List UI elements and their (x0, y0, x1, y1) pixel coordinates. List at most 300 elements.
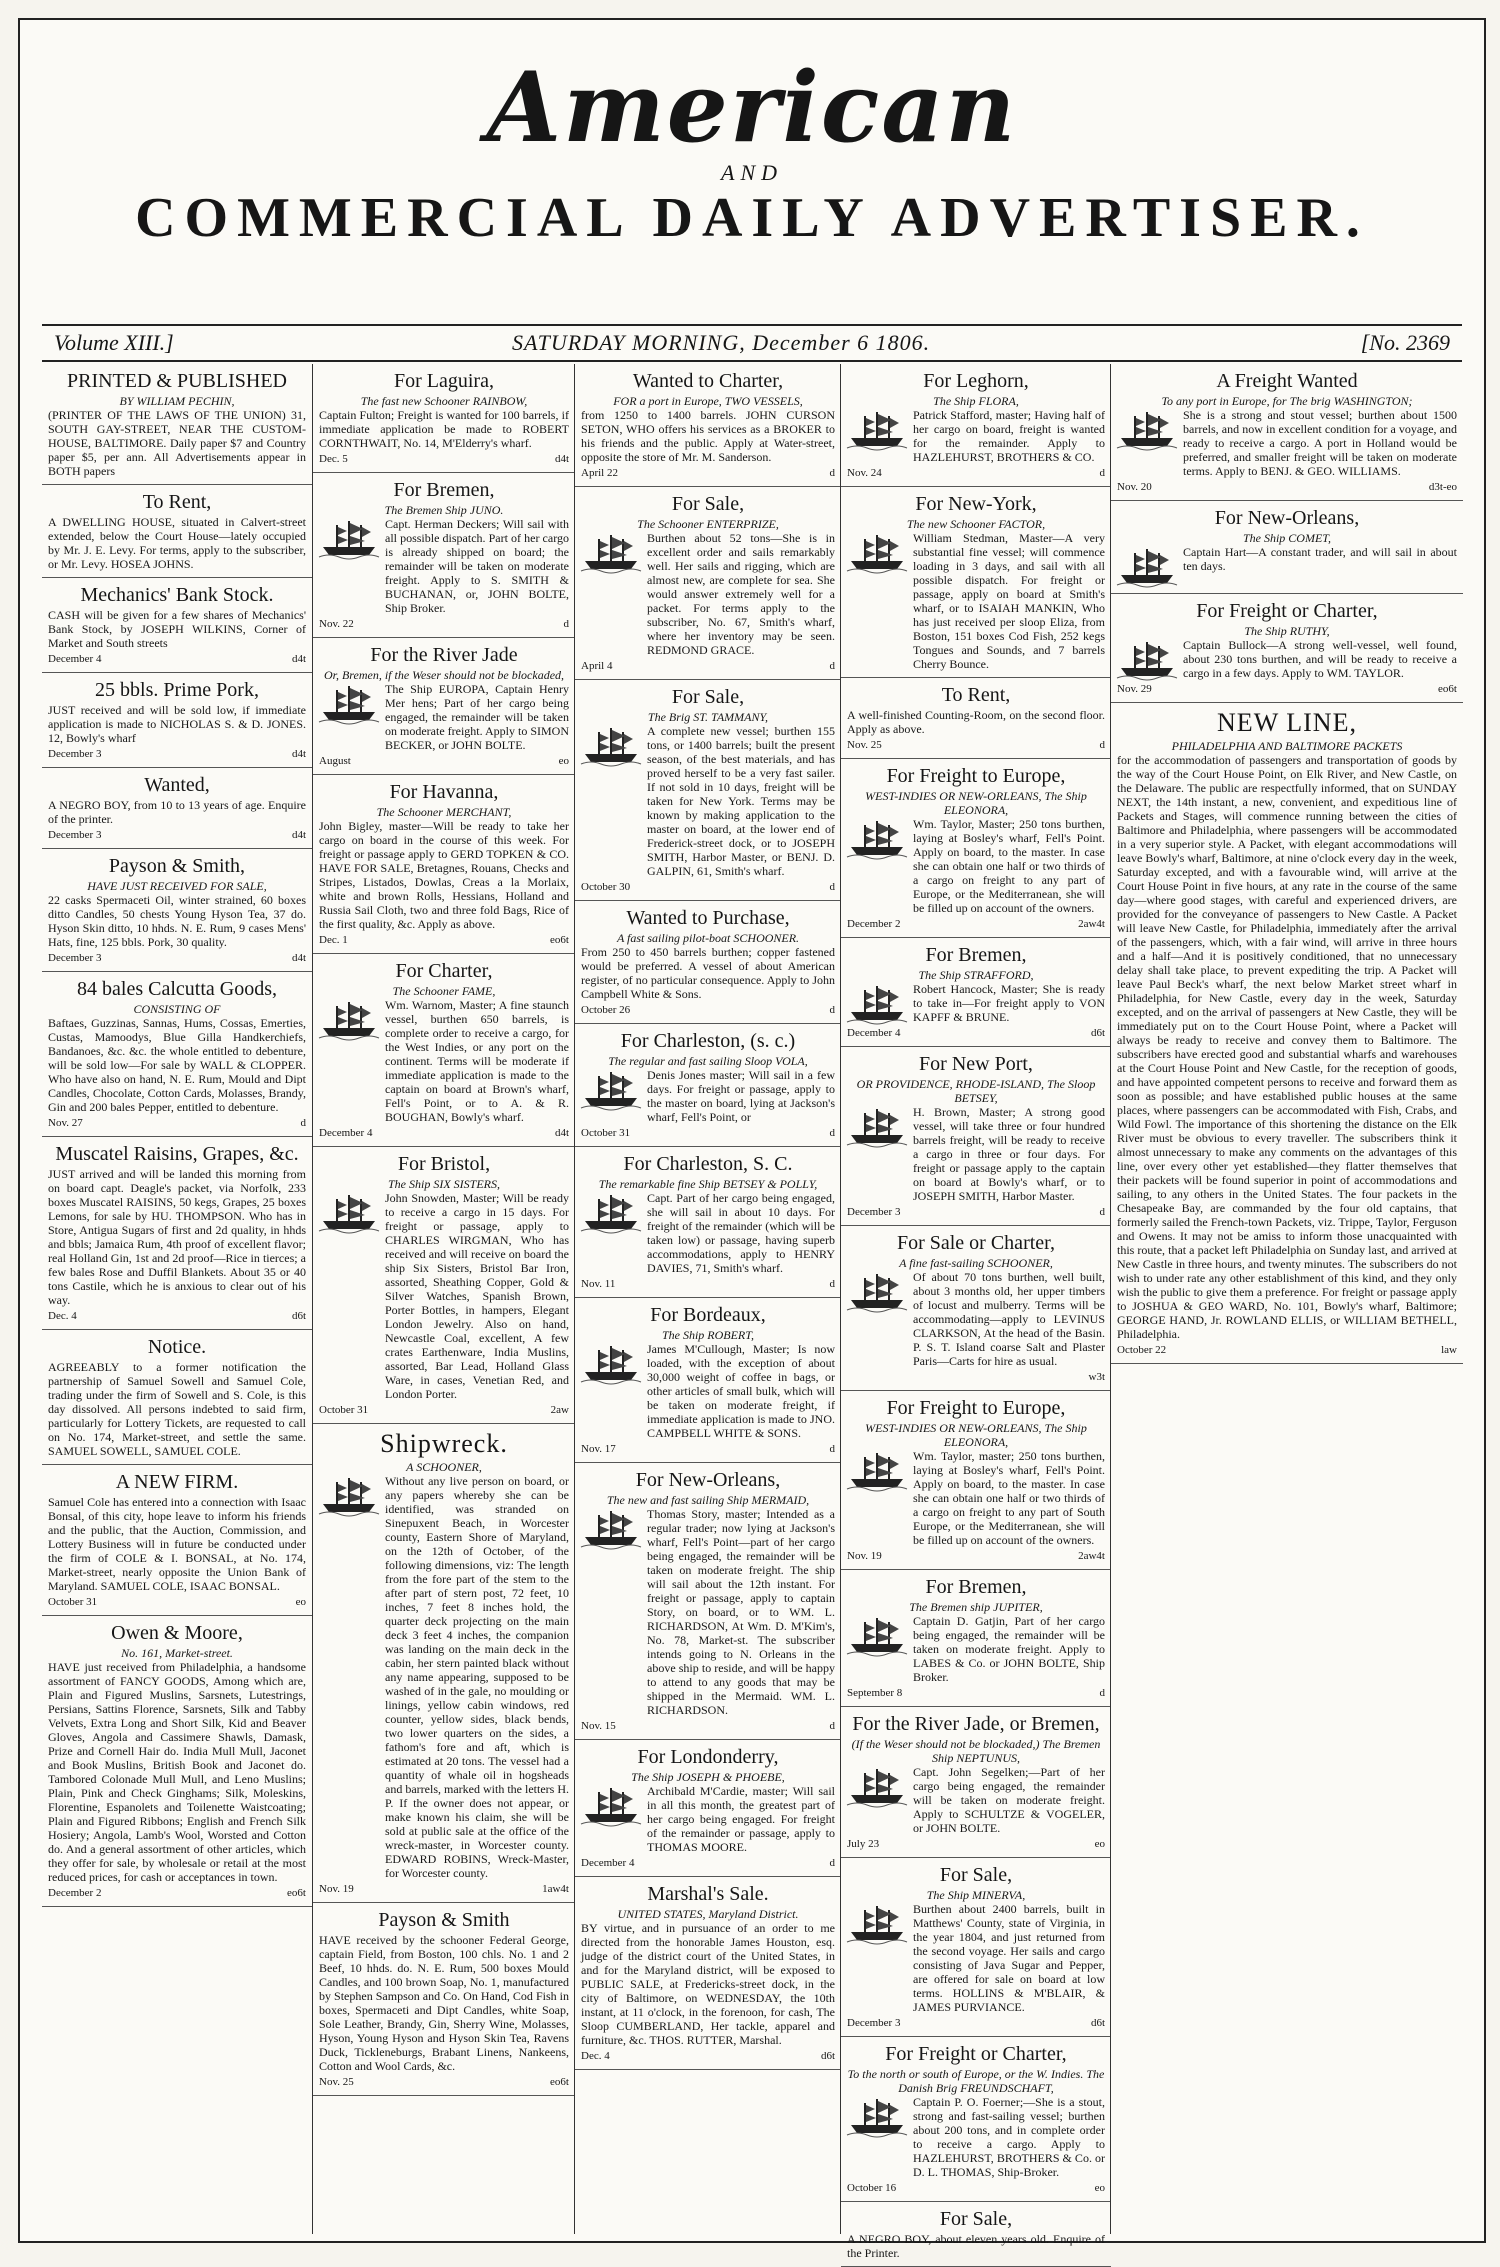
ad-title: Shipwreck. (380, 1429, 508, 1458)
advertisement (575, 1147, 841, 1298)
ad-footer (319, 452, 569, 466)
advertisement (841, 938, 1111, 1047)
ad-code: eo6t (287, 1887, 306, 1899)
ad-body: Wm. Taylor, Master; 250 tons burthen, laying at Bosley's wharf, Fell's Point. Apply on board, to the master. In case she can obtain one half or two thirds of a cargo on freight to any part of Europe, or the Mediterranean, she will be filled up on account of the owners. (913, 817, 1105, 915)
advertisement (313, 775, 575, 954)
ad-footer (48, 1595, 306, 1609)
ad-date: Nov. 17 (581, 1443, 616, 1455)
ad-footer (319, 2075, 569, 2089)
advertisement (42, 1330, 312, 1465)
ad-code: d4t (291, 653, 306, 665)
ad-date: July 23 (847, 1838, 880, 1850)
ad-subtitle: To the north or south of Europe, or the W. Indies. The Danish Brig FREUNDSCHAFT, (847, 2067, 1105, 2095)
ad-date: April 4 (581, 660, 613, 672)
ad-body: Wm. Warnom, Master; A fine staunch vessel, burthen 650 barrels, is complete order to receive a cargo, for the West Indies, or any port on the continent. Terms will be moderate if immediate application is made to the captain on board at Brown's wharf, Fell's Point, or to A. & R. BOUGHAN, Bowly's wharf. (385, 998, 569, 1124)
ad-code: d6t (1090, 2017, 1105, 2029)
ad-title: To Rent, (142, 491, 212, 513)
ad-body: She is a strong and stout vessel; burthen about 1500 barrels, and now in excellent condition for a voyage, and ready to receive a cargo. A port in Holland would be preferred, and smaller freight will be taken on moderate terms. Apply to BENJ. & GEO. WILLIAMS. (1183, 408, 1457, 478)
ad-title: For Freight or Charter, (1196, 600, 1378, 622)
ad-subtitle: CONSISTING OF (133, 1002, 221, 1016)
advertisement (841, 1047, 1111, 1226)
ad-title: Payson & Smith, (108, 855, 246, 877)
ship-icon (847, 982, 907, 1024)
ad-footer (319, 1126, 569, 1140)
advertisement (42, 849, 312, 972)
ship-icon (581, 1784, 641, 1826)
ship-icon (319, 682, 379, 724)
ad-code: d (829, 467, 835, 479)
ship-icon (319, 1191, 379, 1233)
ad-code: d3t-eo (1428, 481, 1457, 493)
column-2 (312, 364, 575, 2234)
ad-title: For the River Jade, or Bremen, (852, 1713, 1100, 1735)
ship-icon (581, 1507, 641, 1549)
ad-body: John Bigley, master—Will be ready to take her cargo on board in the course of this week. For freight or passage apply to GERD TOPKEN & CO. HAVE FOR SALE, Bretagnes, Rouans, Checks and Stripes, Listados, Dowlas, Creas a la Morlaix, white and brown Rolls, Hessians, Holland and Russia Sail Cloth, two and three fold Bags, Rice of the first quality, &c. Apply as above. (319, 819, 569, 931)
ad-body: Capt. Herman Deckers; Will sail with all possible dispatch. Part of her cargo is already shipped on board; the remainder will be taken on moderate freight. Apply to S. SMITH & BUCHANAN, or, JOHN BOLTE, Ship Broker. (385, 517, 569, 615)
newspaper-subtitle: COMMERCIAL DAILY ADVERTISER. (135, 187, 1369, 249)
ad-date: December 3 (847, 2017, 901, 2029)
ad-code: d (829, 1004, 835, 1016)
ad-subtitle: The Ship JOSEPH & PHOEBE, (631, 1770, 785, 1784)
ad-title: For Charleston, (s. c.) (620, 1030, 796, 1052)
ad-body: BY virtue, and in pursuance of an order to me directed from the honorable James Houston, esq. judge of the district court of the United States, in and for the Maryland district, will be exposed to PUBLIC SALE, at Fredericks-street dock, in the city of Baltimore, on WEDNESDAY, the 10th instant, at 11 o'clock, in the forenoon, for cash, The Sloop CUMBERLAND, Her tackle, apparel and furniture, &c. THOS. RUTTER, Marshal. (581, 1921, 835, 2047)
ad-footer (847, 1686, 1105, 1700)
ship-icon (1117, 545, 1177, 587)
ad-footer (847, 2181, 1105, 2195)
ship-icon (581, 531, 641, 573)
volume-label: Volume XIII.] (54, 330, 174, 355)
ad-footer (581, 1856, 835, 1870)
ad-body: 22 casks Spermaceti Oil, winter strained, 60 boxes ditto Candles, 50 chests Young Hyson Tea, 37 do. Hyson Skin ditto, 10 hhds. N. E. Rum, 9 cases Mens' Hats, fine, 125 bbls. Pork, 30 quality. (48, 893, 306, 949)
ad-date: December 2 (48, 1887, 102, 1899)
advertisement (1111, 594, 1463, 703)
ad-body: James M'Cullough, Master; Is now loaded, with the exception of about 30,000 weight of coffee in bags, or other articles of small bulk, which will be taken on moderate freight, if immediate application is made to JNO. CAMPBELL WHITE & SONS. (647, 1342, 835, 1440)
ad-title: For Sale, (939, 1864, 1013, 1886)
ad-body: JUST arrived and will be landed this morning from on board capt. Deagle's packet, via Norfolk, 233 boxes Muscatel RAISINS, 50 kegs, Grapes, 25 boxes Lemons, for sale by HU. THOMPSON. Who has in Store, Antigua Sugars of first and 2d quality, in hhds and bbls; Jamaica Rum, 4th proof of excellent flavor; real Holland Gin, 1st and 2d proof—Rice in tierces; a few bales Rose and Duffil Blankets. About 35 or 40 tons Castile, which he is anxious to clear out of his way. (48, 1167, 306, 1307)
ad-subtitle: The new Schooner FACTOR, (906, 517, 1046, 531)
ship-icon (319, 517, 379, 559)
ad-code: 1aw4t (542, 1883, 569, 1895)
ad-code: d (829, 1720, 835, 1732)
ad-date: October 30 (581, 881, 631, 893)
ad-footer (581, 880, 835, 894)
ad-footer (847, 466, 1105, 480)
ad-date: Nov. 20 (1117, 481, 1152, 493)
column-3 (574, 364, 841, 2234)
ad-footer (48, 1116, 306, 1130)
ad-title: Wanted to Charter, (632, 370, 784, 392)
ad-title: For Sale or Charter, (896, 1232, 1056, 1254)
ad-subtitle: A fine fast-sailing SCHOONER, (899, 1256, 1053, 1270)
ad-body: Denis Jones master; Will sail in a few days. For freight or passage, apply to the master on board, lying at Jackson's wharf, Fell's Point, or (647, 1068, 835, 1124)
advertisement (313, 364, 575, 473)
advertisement (841, 1226, 1111, 1391)
ad-subtitle: A SCHOONER, (406, 1460, 482, 1474)
ad-title: For New Port, (919, 1053, 1033, 1075)
ad-body: (PRINTER OF THE LAWS OF THE UNION) 31, SOUTH GAY-STREET, NEAR THE CUSTOM-HOUSE, BALTIMORE. Daily paper $7 and Country paper $5, per ann. All Advertisements appear in BOTH papers (48, 408, 306, 478)
ad-title: A Freight Wanted (1216, 370, 1358, 392)
advertisement (313, 1903, 575, 2096)
ad-subtitle: UNITED STATES, Maryland District. (617, 1907, 799, 1921)
ad-code: law (1441, 1344, 1457, 1356)
ad-body: A NEGRO BOY, about eleven years old. Enquire of the Printer. (847, 2232, 1105, 2260)
ad-body: Baftaes, Guzzinas, Sannas, Hums, Cossas, Emerties, Custas, Mamoodys, Blue Gilla Handkerchiefs, Bandanoes, &c. &c. the whole entitled to debenture, will be sold low—For sale by WALL & CLOPPER. Who have also on hand, N. E. Rum, Mould and Dipt Candles, Chocolate, Cotton Cards, Molasses, Brandy, Gin and 200 bales Pepper, entitled to debenture. (48, 1016, 306, 1114)
ad-subtitle: The Schooner ENTERPRIZE, (637, 517, 779, 531)
ad-code: d (829, 1278, 835, 1290)
ad-code: d (1099, 1687, 1105, 1699)
advertisement (42, 1616, 312, 1907)
ad-footer (581, 1003, 835, 1017)
ship-icon (581, 1191, 641, 1233)
ad-footer (847, 738, 1105, 752)
ad-date: October 31 (319, 1404, 369, 1416)
ad-date: October 16 (847, 2182, 897, 2194)
advertisement (575, 1463, 841, 1740)
ad-code: 2aw4t (1078, 1550, 1105, 1562)
ad-body: Burthen about 2400 barrels, built in Matthews' County, state of Virginia, in the year 1804, and just returned from the second voyage. Her sails and cargo consisting of Java Sugar and Pepper, are offered for sale on board at low terms. HOLLINS & M'BLAIR, & JAMES PURVIANCE. (913, 1902, 1105, 2014)
ad-footer (48, 828, 306, 842)
ad-body: Robert Hancock, Master; She is ready to take in—For freight apply to VON KAPFF & BRUNE. (913, 982, 1105, 1024)
ad-date: Nov. 22 (319, 618, 354, 630)
ad-date: Dec. 4 (581, 2050, 610, 2062)
columns-container (42, 364, 1462, 2260)
ad-body: Thomas Story, master; Intended as a regular trader; now lying at Jackson's wharf, Fell's Point—part of her cargo being engaged, the remainder will be taken on moderate freight. The ship will sail about the 12th instant. For freight or passage, apply to captain Story, on board, or to WM. L. RICHARDSON, At Wm. D. M'Kim's, No. 78, Market-st. The subscriber intends going to N. Orleans in the above ship to reside, and will be happy to attend to any goods that may be shipped in the Mermaid. WM. L. RICHARDSON. (647, 1507, 835, 1717)
ad-subtitle: The Bremen ship JUPITER, (909, 1600, 1043, 1614)
column-5 (1110, 364, 1463, 2234)
ad-code: d4t (291, 952, 306, 964)
ad-title: For Sale, (671, 686, 745, 708)
ad-body: Capt. Part of her cargo being engaged, she will sail in about 10 days. For freight of the remainder (which will be taken low) or passage, having superb accommodations, apply to HENRY DAVIES, 71, Smith's wharf. (647, 1191, 835, 1275)
ship-icon (847, 1105, 907, 1147)
ad-body: Captain Fulton; Freight is wanted for 100 barrels, if immediate application be made to ROBERT CORNTHWAIT, No. 14, M'Elderry's wharf. (319, 408, 569, 450)
ad-footer (581, 1719, 835, 1733)
advertisement (841, 1858, 1111, 2037)
column-1 (42, 364, 312, 2234)
ad-footer (48, 1886, 306, 1900)
ad-footer (847, 1837, 1105, 1851)
ad-title: A NEW FIRM. (115, 1471, 239, 1493)
ad-footer (581, 1126, 835, 1140)
ad-code: d (300, 1117, 306, 1129)
ad-title: For the River Jade (370, 644, 518, 666)
ad-date: December 3 (48, 829, 102, 841)
ad-footer (319, 617, 569, 631)
ad-title: NEW LINE, (1217, 708, 1357, 737)
ad-date: Nov. 15 (581, 1720, 616, 1732)
ship-icon (1117, 638, 1177, 680)
ad-subtitle: The Ship STRAFFORD, (918, 968, 1034, 982)
ad-title: 84 bales Calcutta Goods, (77, 978, 277, 1000)
ad-title: For Bremen, (925, 944, 1027, 966)
advertisement (42, 1465, 312, 1616)
ad-date: October 22 (1117, 1344, 1167, 1356)
advertisement (841, 678, 1111, 759)
ad-subtitle: No. 161, Market-street. (121, 1646, 233, 1660)
ad-body: Samuel Cole has entered into a connection with Isaac Bonsal, of this city, hope leave to inform his friends and the public, that the Auction, Commission, and Lottery Business will in future be conducted under the firm of COLE & I. BONSAL, at No. 174, Market-street, nearly opposite the Union Bank of Maryland. SAMUEL COLE, ISAAC BONSAL. (48, 1495, 306, 1593)
ad-footer (1117, 1343, 1457, 1357)
ad-footer (581, 2049, 835, 2063)
ad-body: John Snowden, Master; Will be ready to receive a cargo in 15 days. For freight or passage, apply to CHARLES WIRGMAN, Who has received and will receive on board the ship Six Sisters, Bristol Bar Iron, assorted, Sheathing Copper, Gold & Silver Watches, Spanish Brown, Porter Bottles, in hampers, Elegant London Jewelry. Also on hand, Newcastle Coal, excellent, A few crates Earthenware, India Muslins, assorted, Bar Lead, Holland Glass Ware, in cases, Venetian Red, and London Porter. (385, 1191, 569, 1401)
advertisement (313, 954, 575, 1147)
ad-title: Wanted, (144, 774, 210, 796)
ad-subtitle: The new and fast sailing Ship MERMAID, (606, 1493, 810, 1507)
ship-icon (847, 1270, 907, 1312)
ad-footer (581, 659, 835, 673)
ad-code: w3t (1088, 1371, 1105, 1383)
ad-code: eo (558, 755, 569, 767)
ad-title: For Sale, (939, 2208, 1013, 2230)
ad-code: eo6t (550, 2076, 569, 2088)
ad-body: HAVE just received from Philadelphia, a handsome assortment of FANCY GOODS, Among which are, Plain and Figured Muslins, Sarsnets, Lutestrings, Persians, Sattins Florence, Sarsnets, Silk and Tabby Velvets, Extra Long and Short Silk, Kid and Beaver Gloves, Angola and Cassimere Shawls, Damask, Prize and Cornell Hair do. India Mull Mull, Jaconet and Book Muslins, British Book and Jaconet do. Tambored Colonade Mull Mull, and Leno Muslins; Plain, Pink and Check Ginghams; Silk, Moleskins, Florentine, Espanolets and Toilenette Waistcoating; Plain and Figured Ribbons; English and French Silk Hosiery; Angola, Lamb's Wool, Worsted and Cotton do. And a general assortment of other articles, which they offer for sale, by wholesale or retail at the most reduced prices, for cash or acceptances in town. (48, 1660, 306, 1884)
newspaper-page (18, 18, 1486, 2260)
advertisement (42, 485, 312, 578)
ad-date: Dec. 4 (48, 1310, 77, 1322)
advertisement (841, 364, 1111, 487)
advertisement (313, 1424, 575, 1903)
ad-body: Captain P. O. Foerner;—She is a stout, strong and fast-sailing vessel; burthen about 200 tons, and in complete order to receive a cargo. Apply to HAZLEHURST, BROTHERS & Co. or D. L. THOMAS, Ship-Broker. (913, 2095, 1105, 2179)
advertisement (42, 972, 312, 1137)
ad-title: For Sale, (671, 493, 745, 515)
ad-body: Archibald M'Cardie, master; Will sail in all this month, the greatest part of her cargo being engaged. For freight of the remainder or passage, apply to THOMAS MOORE. (647, 1784, 835, 1854)
ad-title: For Charter, (395, 960, 493, 982)
ad-title: For Freight to Europe, (886, 765, 1066, 787)
ship-icon (847, 2095, 907, 2137)
ad-footer (1117, 480, 1457, 494)
advertisement (1111, 364, 1463, 501)
ad-body: for the accommodation of passengers and transportation of goods by the way of the Court House Point, on Elk River, and New Castle, on the Delaware. The public are respectfully informed, that on SUNDAY NEXT, the 14th instant, a new, convenient, and expeditious line of Packets and Stages, will commence running between the cities of Baltimore and Philadelphia, where passengers will be accommodated in a very superior style. A Packet, with elegant accommodations will leave Bowly's wharf, Baltimore, at nine o'clock every day in the week, Saturday excepted, and with a favourable wind, will arrive at the Court House Point in five hours, at any rate in the course of the same day—where good stages, with careful and experienced drivers, are provided for the conveyance of passengers to New Castle. A Packet will leave New Castle, for Philadelphia, immediately after the arrival of the passengers, which, with a fair wind, will arrive in three hours and a half—And it is positively conditioned, that no unnecessary delay shall take place, to prevent expediting the trip. A Packet will leave Paul Beck's wharf, the next below Market street wharf in Philadelphia, for New Castle, every day in the week, Saturday excepted, and on the arrival of passengers at New Castle, they will be immediately put on to the Court House Point, where a Packet will always be ready to receive and convey them to Baltimore. The subscribers have erected good and substantial wharfs and warehouses at the Court House Point and New Castle, for the reception of goods, and have appointed competent persons to receive and forward them as soon as possible; and have established public houses at the same places, where passengers can be accommodated with Fish, Crabs, and Wild Fowl. The importance of this shortening the distance on the Elk River must be obvious to every traveller. The subscribers think it almost unnecessary to make any comments on the advantages of this line, over every other yet established—they flatter themselves that their packets will be found superior in point of accommodations and sailing, to any others in the United States. The four packets in the Chesapeake Bay, are commanded by the four old captains, that formerly sailed the French-town Packets, viz. Trippe, Taylor, Ferguson and Owens. It may not be amiss to inform those unacquainted with this route, that a packet left Philadelphia on Sunday last, and arrived at New Castle in three hours, and twenty minutes. The subscribers do not wish to under rate any other establishment of this kind, and they only wish the public to give them a preference. For freight or passage apply to JOSHUA & GEO WARD, No. 101, Bowly's wharf, Baltimore; GEORGE HAND, Jr. ROWLAND ELLIS, or WILLIAM BETHELL, Philadelphia. (1117, 753, 1457, 1341)
ad-code: d (829, 660, 835, 672)
ad-subtitle: A fast sailing pilot-boat SCHOONER. (616, 931, 800, 945)
ad-body: A complete new vessel; burthen 155 tons, or 1400 barrels; built the present season, of the best materials, and has proved herself to be a very fast sailer. If not sold in 10 days, freight will be taken for New York. Terms may be known by making application to the master on board, at the lower end of Frederick-street dock, or to JOSEPH SMITH, Harbor Master, or BENJ. D. GALPIN, 61, Smith's wharf. (647, 724, 835, 878)
ad-title: To Rent, (941, 684, 1011, 706)
ad-body: William Stedman, Master—A very substantial fine vessel; will commence loading in 3 days, and sail with all possible dispatch. For freight or passage, apply on board at Smith's wharf, or to ISAIAH MANKIN, Who has just received per sloop Eliza, from Boston, 151 boxes Cod Fish, 252 kegs Tongues and Sounds, and 7 barrels Cherry Bounce. (913, 531, 1105, 671)
ad-subtitle: The regular and fast sailing Sloop VOLA, (608, 1054, 808, 1068)
ad-body: Captain Hart—A constant trader, and will sail in about ten days. (1183, 545, 1457, 573)
ad-title: Marshal's Sale. (647, 1883, 769, 1905)
ad-footer (48, 747, 306, 761)
ship-icon (847, 1765, 907, 1807)
ad-subtitle: The fast new Schooner RAINBOW, (360, 394, 528, 408)
ad-subtitle: OR PROVIDENCE, RHODE-ISLAND, The Sloop BETSEY, (856, 1077, 1096, 1105)
ad-code: d4t (554, 453, 569, 465)
ad-title: For Londonderry, (637, 1746, 779, 1768)
ad-footer (319, 933, 569, 947)
ad-title: PRINTED & PUBLISHED (66, 370, 287, 392)
ad-subtitle: The Ship ROBERT, (661, 1328, 755, 1342)
ad-code: d6t (1090, 1027, 1105, 1039)
advertisement (42, 768, 312, 849)
advertisement (841, 759, 1111, 938)
advertisement (575, 1740, 841, 1877)
ad-title: Mechanics' Bank Stock. (80, 584, 274, 606)
ad-subtitle: The Ship COMET, (1242, 531, 1332, 545)
ship-icon (581, 1068, 641, 1110)
title-and: AND (721, 160, 783, 185)
ad-code: 2aw (550, 1404, 569, 1416)
ad-code: d4t (291, 829, 306, 841)
ad-date: Nov. 19 (319, 1883, 354, 1895)
ship-icon (847, 408, 907, 450)
ad-body: From 250 to 450 barrels burthen; copper fastened would be preferred. A vessel of about American register, of no particular consequence. Apply to John Campbell White & Sons. (581, 945, 835, 1001)
advertisement (841, 2037, 1111, 2202)
ad-body: Capt. John Segelken;—Part of her cargo being engaged, the remainder will be taken on moderate freight. Apply to SCHULTZE & VOGELER, or JOHN BOLTE. (913, 1765, 1105, 1835)
ship-icon (847, 817, 907, 859)
ad-code: eo (1094, 1838, 1105, 1850)
ad-title: For Laguira, (394, 370, 494, 392)
ad-subtitle: The Schooner MERCHANT, (376, 805, 512, 819)
ad-title: Wanted to Purchase, (626, 907, 790, 929)
advertisement (313, 473, 575, 638)
ad-code: eo6t (1438, 683, 1457, 695)
advertisement (841, 2202, 1111, 2267)
advertisement (313, 1147, 575, 1424)
ad-body: HAVE received by the schooner Federal George, captain Field, from Boston, 100 chls. No. 1 and 2 Beef, 10 hhds. do. N. E. Rum, 500 boxes Mould Candles, and 100 brown Soap, No. 1, manufactured by Stephen Sampson and Co. On Hand, Cod Fish in boxes, Spermaceti and Dipt Candles, white Soap, Sole Leather, Brandy, Gin, Sherry Wine, Molasses, Hyson, Young Hyson and Hyson Skin Tea, Ravens Duck, Tickleneburgs, Brabant Linens, Nankeens, Cotton and Wool Cards, &c. (319, 1933, 569, 2073)
ad-subtitle: The Bremen Ship JUNO. (384, 503, 504, 517)
ad-code: d (1099, 1206, 1105, 1218)
ad-date: October 31 (581, 1127, 631, 1139)
ad-subtitle: (If the Weser should not be blockaded,) The Bremen Ship NEPTUNUS, (851, 1737, 1101, 1765)
ad-body: A DWELLING HOUSE, situated in Calvert-street extended, below the Court House—lately occupied by Mr. J. E. Levy. For terms, apply to the subscriber, or Mr. Levy. HOSEA JOHNS. (48, 515, 306, 571)
ad-subtitle: FOR a port in Europe, TWO VESSELS, (613, 394, 803, 408)
advertisement (575, 487, 841, 680)
ad-date: October 26 (581, 1004, 631, 1016)
ship-icon (581, 1342, 641, 1384)
ad-body: Captain Bullock—A strong well-vessel, well found, about 230 tons burthen, and will be ready to receive a cargo in a few days. Apply to WM. TAYLOR. (1183, 638, 1457, 680)
ad-code: d4t (291, 748, 306, 760)
issue-date: SATURDAY MORNING, December 6 1806. (512, 330, 931, 355)
ad-title: For New-Orleans, (635, 1469, 781, 1491)
ad-body: from 1250 to 1400 barrels. JOHN CURSON SETON, WHO offers his services as a BROKER to his friends and the public. Apply at Water-street, opposite the store of Mr. M. Sanderson. (581, 408, 835, 464)
advertisement (841, 487, 1111, 678)
ad-footer (847, 1026, 1105, 1040)
ad-footer (319, 1882, 569, 1896)
ad-footer (847, 2016, 1105, 2030)
ad-code: d (1099, 739, 1105, 751)
ad-date: October 31 (48, 1596, 98, 1608)
ad-footer (48, 1309, 306, 1323)
ship-icon (581, 724, 641, 766)
ad-code: d (829, 1857, 835, 1869)
ad-title: For Freight or Charter, (885, 2043, 1067, 2065)
ad-code: d4t (554, 1127, 569, 1139)
ad-date: Nov. 24 (847, 467, 882, 479)
ad-date: September 8 (847, 1687, 903, 1699)
ad-code: d6t (291, 1310, 306, 1322)
ad-date: December 3 (48, 748, 102, 760)
ad-title: Owen & Moore, (111, 1622, 243, 1644)
ad-subtitle: The Brig ST. TAMMANY, (647, 710, 769, 724)
ad-date: Nov. 25 (319, 2076, 354, 2088)
ad-date: December 4 (319, 1127, 373, 1139)
ad-date: Nov. 29 (1117, 683, 1152, 695)
ad-code: 2aw4t (1078, 918, 1105, 930)
ad-title: Payson & Smith (378, 1909, 510, 1931)
issue-number: [No. 2369 (1360, 330, 1450, 355)
ad-subtitle: The remarkable fine Ship BETSEY & POLLY, (598, 1177, 818, 1191)
ship-icon (847, 1449, 907, 1491)
advertisement (42, 1137, 312, 1330)
ad-footer (319, 1403, 569, 1417)
ad-title: Muscatel Raisins, Grapes, &c. (55, 1143, 299, 1165)
column-4 (840, 364, 1111, 2260)
ad-code: d (563, 618, 569, 630)
ad-subtitle: The Ship MINERVA, (926, 1888, 1026, 1902)
ad-body: The Ship EUROPA, Captain Henry Mer hens; Part of her cargo being engaged, the remainder will be taken on moderate freight. Apply to SIMON BECKER, or JOHN BOLTE. (385, 682, 569, 752)
ad-subtitle: BY WILLIAM PECHIN, (119, 394, 235, 408)
ad-title: For Havanna, (389, 781, 499, 803)
ad-title: Notice. (147, 1336, 207, 1358)
advertisement (575, 1877, 841, 2070)
ad-body: CASH will be given for a few shares of Mechanics' Bank Stock, by JOSEPH WILKINS, Corner of Market and South streets (48, 608, 306, 650)
ad-title: For New-York, (915, 493, 1037, 515)
ad-body: Wm. Taylor, master; 250 tons burthen, laying at Bosley's wharf, Fell's Point. Apply on board, to the master. In case she can obtain one half or two thirds of a cargo on freight to any part of South Europe, or the Mediterranean, she will be filled up on account of the owners. (913, 1449, 1105, 1547)
ad-date: Dec. 5 (319, 453, 348, 465)
ad-title: For Bordeaux, (650, 1304, 766, 1326)
ad-title: For Charleston, S. C. (623, 1153, 793, 1175)
ad-code: d6t (820, 2050, 835, 2062)
ad-code: eo (1094, 2182, 1105, 2194)
ad-subtitle: Or, Bremen, if the Weser should not be blockaded, (323, 668, 565, 682)
ad-title: 25 bbls. Prime Pork, (95, 679, 259, 701)
ad-date: December 4 (48, 653, 102, 665)
ad-body: Captain D. Gatjin, Part of her cargo being engaged, the remainder will be taken on moderate freight. Apply to LABES & Co. or JOHN BOLTE, Ship Broker. (913, 1614, 1105, 1684)
ad-body: Patrick Stafford, master; Having half of her cargo on board, freight is wanted for the remainder. Apply to HAZLEHURST, BROTHERS & CO. (913, 408, 1105, 464)
ad-footer (847, 1549, 1105, 1563)
ad-date: December 3 (48, 952, 102, 964)
ad-date: December 4 (581, 1857, 635, 1869)
masthead (20, 20, 1484, 248)
ad-date: December 4 (847, 1027, 901, 1039)
dateline (42, 324, 1462, 362)
ad-date: Dec. 1 (319, 934, 348, 946)
advertisement (575, 1298, 841, 1463)
ad-footer (1117, 682, 1457, 696)
advertisement (42, 673, 312, 768)
ad-title: For Bristol, (397, 1153, 491, 1175)
ad-footer (847, 1370, 1105, 1384)
ad-footer (847, 917, 1105, 931)
ad-subtitle: The Ship RUTHY, (1244, 624, 1330, 638)
ad-code: eo (295, 1596, 306, 1608)
ad-date: Nov. 25 (847, 739, 882, 751)
ad-footer (581, 1442, 835, 1456)
ad-date: August (319, 755, 351, 767)
ad-body: Of about 70 tons burthen, well built, about 3 months old, her upper timbers of locust and mulberry. Terms will be accommodating—apply to LEVINUS CLARKSON, At the head of the Basin. P. S. T. Island coarse Salt and Plaster Paris—Carts for hire as usual. (913, 1270, 1105, 1368)
advertisement (575, 901, 841, 1024)
ad-subtitle: To any port in Europe, for The brig WASHINGTON; (1161, 394, 1413, 408)
advertisement (575, 680, 841, 901)
ad-title: For Leghorn, (923, 370, 1029, 392)
ad-body: A well-finished Counting-Room, on the second floor. Apply as above. (847, 708, 1105, 736)
ad-code: d (829, 881, 835, 893)
ad-footer (48, 951, 306, 965)
ad-footer (48, 652, 306, 666)
advertisement (841, 1707, 1111, 1858)
advertisement (1111, 703, 1463, 1364)
advertisement (841, 1391, 1111, 1570)
advertisement (575, 364, 841, 487)
ad-date: December 3 (847, 1206, 901, 1218)
ad-footer (847, 1205, 1105, 1219)
ad-date: Nov. 11 (581, 1278, 616, 1290)
ad-subtitle: The Schooner FAME, (392, 984, 496, 998)
advertisement (1111, 501, 1463, 594)
ad-subtitle: The Ship SIX SISTERS, (388, 1177, 500, 1191)
ad-date: Nov. 27 (48, 1117, 83, 1129)
ad-body: Without any live person on board, or any papers whereby she can be identified, was stranded on Sinepuxent Beach, in Worcester county, Eastern Shore of Maryland, on the 12th of October, of the following dimensions, viz: The length from the fore part of the stem to the after part of stern post, 72 feet, 10 inches, 7 feet 8 inches hold, the quarter deck projecting on the main deck 3 feet 4 inches, the companion was landing on the main deck in the cabin, her stern painted black without any name appearing, supposed to be washed of in the gale, no moulding or linings, yellow cabin windows, red counter, yellow sides, black bends, two lower quarters on the sides, a fathom's fore and aft, which is estimated at 20 tons. The vessel had a quantity of whale oil in hogsheads and barrels, marked with the letters H. P. If the owner does not appear, or make known his claim, she will be sold at public sale at the office of the wreck-master, in Worcester county. EDWARD ROBINS, Wreck-Master, for Worcester county. (385, 1474, 569, 1880)
ad-body: A NEGRO BOY, from 10 to 13 years of age. Enquire of the printer. (48, 798, 306, 826)
ship-icon (319, 998, 379, 1040)
